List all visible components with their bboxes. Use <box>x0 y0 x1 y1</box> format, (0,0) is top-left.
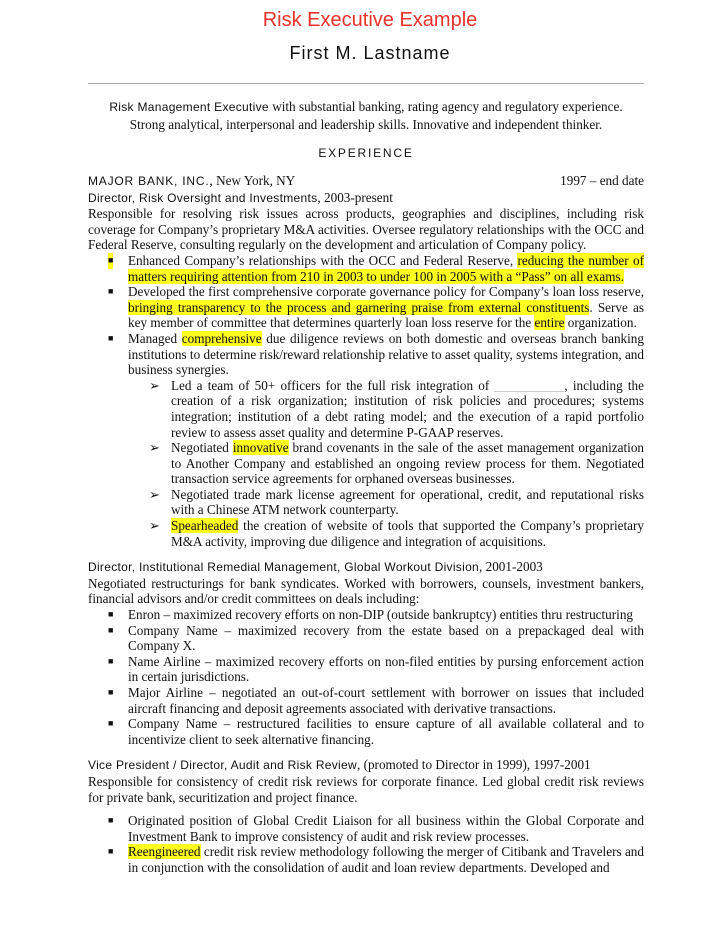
text-segment: Negotiated trade mark license agreement for operational, credit, and reputational risks with a Chinese ATM network counterparty. <box>171 486 644 518</box>
role-dates: , 2001-2003 <box>479 559 543 575</box>
summary <box>88 98 644 133</box>
list-item <box>88 844 644 875</box>
bullet-icon: ■ <box>108 655 114 666</box>
text-segment: Company Name – restructured facilities to ensure capture of all available collateral and to incentivize client to seek alternative financing. <box>128 716 644 747</box>
role-title <box>88 559 644 576</box>
list-item <box>88 685 644 716</box>
text-segment: brand covenants in the sale of the asset management organization to Another Company and established an ongoing review process for them. Negotiated transaction service agreements for orphaned overseas businesses. <box>171 440 645 487</box>
text-segment: Negotiated <box>171 440 233 456</box>
bullet-icon: ■ <box>108 815 114 826</box>
experience-section <box>88 173 644 876</box>
bullet-icon: ■ <box>108 609 114 620</box>
bullet-icon: ■ <box>108 253 113 269</box>
role-title <box>88 757 644 774</box>
candidate-name: First M. Lastname <box>289 43 451 63</box>
arrow-bullet-icon: ➢ <box>149 518 161 534</box>
sub-list-item <box>88 440 644 487</box>
highlighted-text: reducing the number of matters requiring attention from 210 in 2003 to under 100 in 2005 with a “Pass” on all exams. <box>128 252 644 284</box>
text-segment: Name Airline – maximized recovery efforts on non-filed entities by pursing enforcement action in certain jurisdictions. <box>128 653 644 685</box>
text-segment: the creation of website of tools that supported the Company’s proprietary M&A activity, improving due diligence and integration of acquisitions. <box>171 518 644 549</box>
role-block <box>88 757 644 875</box>
bullet-icon: ■ <box>108 718 114 729</box>
summary-role: Risk Management Executive <box>109 100 269 114</box>
role-description: Responsible for resolving risk issues across products, geographies and disciplines, including risk coverage for Company’s proprietary M&A activities. Oversee regulatory relationships with the OCC and Federal Reserve, consulting regularly on the development and articulation of Company policy. <box>88 206 644 253</box>
text-segment: Led a team of 50+ officers for the full risk integration of <box>171 377 495 393</box>
summary-line1: with substantial banking, rating agency and regulatory experience. <box>268 99 623 114</box>
text-segment: due diligence reviews on both domestic and overseas branch banking institutions to determine risk/reward relationship relative to asset quality, systems integration, and business synergies. <box>128 330 644 378</box>
text-segment: Enhanced Company’s relationships with the OCC and Federal Reserve, <box>128 252 518 268</box>
text-segment: Originated position of Global Credit Liaison for all business within the Global Corporate and Investment Bank to improve consistency of audit and risk review processes. <box>128 813 644 844</box>
redacted-text <box>494 379 564 392</box>
role-title <box>88 190 644 207</box>
text-segment: credit risk review methodology following the merger of Citibank and Travelers and in conjunction with the consolidation of audit and loan review departments. Developed and <box>128 844 644 875</box>
role-dates: , 2003-present <box>317 189 393 205</box>
arrow-bullet-icon: ➢ <box>149 377 161 393</box>
employer-line <box>88 173 644 190</box>
sub-list-item <box>88 518 644 549</box>
highlighted-text: bringing transparency to the process and garnering praise from external constituents <box>128 299 590 315</box>
role-dates: , (promoted to Director in 1999), 1997-2001 <box>356 757 591 773</box>
summary-line2: Strong analytical, interpersonal and leadership skills. Innovative and independent thinker. <box>129 117 603 132</box>
text-segment: Enron – maximized recovery efforts on non-DIP (outside bankruptcy) entities thru restructuring <box>128 607 634 623</box>
bullet-icon: ■ <box>108 286 114 297</box>
sub-list-item <box>88 487 644 518</box>
list-item <box>88 654 644 685</box>
text-segment: Managed <box>128 330 182 346</box>
highlighted-text: entire <box>534 315 565 331</box>
bullet-icon: ■ <box>108 687 114 697</box>
bullet-icon: ■ <box>108 624 114 635</box>
text-segment: , including the creation of a risk organization; institution of risk policies and procedures; systems integration; institution of a debt rating model; and the execution of a rapid portfolio review to assess asset quality and determine P-GAAP reserves. <box>171 377 644 440</box>
role-description: Negotiated restructurings for bank syndicates. Worked with borrowers, counsels, investment bankers, financial advisors and/or credit committees on deals including: <box>88 575 644 607</box>
text-segment: Major Airline – negotiated an out-of-court settlement with borrower on issues that included aircraft financing and deposit agreements associated with derivative transactions. <box>128 685 644 716</box>
list-item <box>88 253 644 284</box>
text-segment: Developed the first comprehensive corporate governance policy for Company’s loan loss reserve, <box>128 284 644 300</box>
bullet-icon: ■ <box>108 846 114 857</box>
arrow-bullet-icon: ➢ <box>149 486 161 502</box>
list-item <box>88 716 644 747</box>
experience-heading: EXPERIENCE <box>318 146 414 160</box>
spacer <box>88 805 644 813</box>
list-item <box>88 284 644 331</box>
highlighted-text: innovative <box>232 440 289 456</box>
employer-name: MAJOR BANK, INC. <box>88 174 210 188</box>
employer-dates: 1997 – end date <box>560 173 644 188</box>
role-title-text: Director, Risk Oversight and Investments <box>88 190 318 205</box>
highlighted-text: Spearheaded <box>171 518 239 534</box>
header-divider <box>88 83 644 84</box>
employer-location: , New York, NY <box>209 173 296 188</box>
arrow-bullet-icon: ➢ <box>149 440 161 456</box>
sub-list-item <box>88 378 644 440</box>
text-segment: . Serve as key member of committee that determines quarterly loan loss reserve for the <box>128 299 644 331</box>
list-item <box>88 813 644 844</box>
role-title-text: Vice President / Director, Audit and Risk Review <box>88 758 357 773</box>
list-item <box>88 623 644 654</box>
list-item <box>88 607 644 623</box>
highlighted-text: Reengineered <box>128 844 201 860</box>
list-item <box>88 331 644 378</box>
role-block <box>88 190 644 550</box>
bullet-icon: ■ <box>108 332 114 343</box>
role-title-text: Director, Institutional Remedial Management, Global Workout Division <box>88 560 480 575</box>
text-segment: organization. <box>564 315 637 331</box>
text-segment: Company Name – maximized recovery from the estate based on a prepackaged deal with Company X. <box>128 622 644 654</box>
role-description: Responsible for consistency of credit risk reviews for corporate finance. Led global credit risk reviews for private bank, securitization and project finance. <box>88 773 644 805</box>
document-title: Risk Executive Example <box>262 9 478 31</box>
highlighted-text: comprehensive <box>181 330 262 346</box>
role-block <box>88 559 644 747</box>
